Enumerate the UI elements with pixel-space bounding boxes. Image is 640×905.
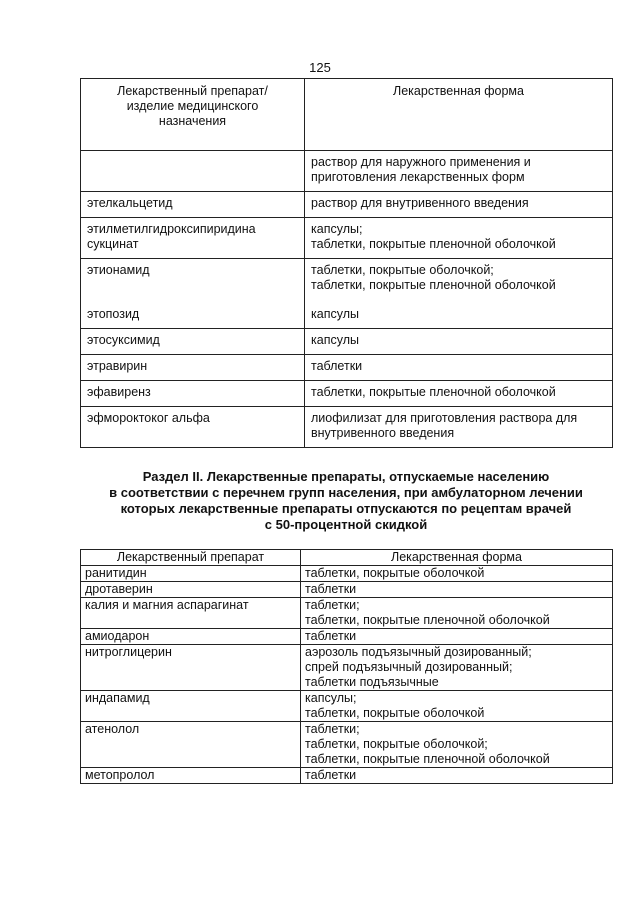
drug-table-2 bbox=[80, 549, 613, 784]
table-header-row bbox=[81, 550, 613, 566]
header-drug: Лекарственный препарат bbox=[81, 550, 301, 566]
form-cell: таблетки bbox=[301, 768, 613, 784]
header-form: Лекарственная форма bbox=[301, 550, 613, 566]
table-row bbox=[81, 329, 613, 355]
section-heading: Раздел II. Лекарственные препараты, отпускаемые населению в соответствии с перечнем групп населения, при амбулаторном лечении которых лекарственные препараты отпускаются по рецептам врачей с 50-процентной скидкой bbox=[109, 469, 583, 532]
form-cell: таблетки, покрытые оболочкой; таблетки, покрытые пленочной оболочкой капсулы bbox=[305, 259, 613, 329]
drug-cell: этосуксимид bbox=[81, 329, 305, 355]
table-row bbox=[81, 691, 613, 722]
table-row bbox=[81, 259, 613, 329]
drug-cell bbox=[81, 151, 305, 192]
header-drug: Лекарственный препарат/ изделие медицинского назначения bbox=[81, 79, 305, 151]
table-row bbox=[81, 598, 613, 629]
drug-cell: этилметилгидроксипиридина сукцинат bbox=[81, 218, 305, 259]
table-row bbox=[81, 629, 613, 645]
drug-cell: индапамид bbox=[81, 691, 301, 722]
form-cell: капсулы bbox=[305, 329, 613, 355]
form-cell: таблетки bbox=[301, 629, 613, 645]
form-cell: капсулы; таблетки, покрытые пленочной оболочкой bbox=[305, 218, 613, 259]
table-row bbox=[81, 566, 613, 582]
drug-cell: атенолол bbox=[81, 722, 301, 768]
drug-cell: эфмороктоког альфа bbox=[81, 407, 305, 448]
drug-table-1 bbox=[80, 78, 613, 448]
drug-cell: дротаверин bbox=[81, 582, 301, 598]
drug-cell: этионамид этопозид bbox=[81, 259, 305, 329]
drug-cell: нитроглицерин bbox=[81, 645, 301, 691]
form-cell: аэрозоль подъязычный дозированный; спрей подъязычный дозированный; таблетки подъязычные bbox=[301, 645, 613, 691]
drug-cell: ранитидин bbox=[81, 566, 301, 582]
drug-cell: амиодарон bbox=[81, 629, 301, 645]
table-row bbox=[81, 355, 613, 381]
page-number: 125 bbox=[309, 60, 331, 75]
table-row bbox=[81, 407, 613, 448]
drug-cell: этелкальцетид bbox=[81, 192, 305, 218]
table-row bbox=[81, 192, 613, 218]
table-row bbox=[81, 381, 613, 407]
drug-cell: калия и магния аспарагинат bbox=[81, 598, 301, 629]
table-row bbox=[81, 582, 613, 598]
form-cell: таблетки; таблетки, покрытые оболочкой; таблетки, покрытые пленочной оболочкой bbox=[301, 722, 613, 768]
header-form: Лекарственная форма bbox=[305, 79, 613, 151]
form-cell: таблетки bbox=[305, 355, 613, 381]
table-row bbox=[81, 151, 613, 192]
form-cell: капсулы; таблетки, покрытые оболочкой bbox=[301, 691, 613, 722]
drug-cell: метопролол bbox=[81, 768, 301, 784]
drug-cell: этравирин bbox=[81, 355, 305, 381]
drug-cell: эфавиренз bbox=[81, 381, 305, 407]
form-cell: лиофилизат для приготовления раствора для внутривенного введения bbox=[305, 407, 613, 448]
form-cell: таблетки; таблетки, покрытые пленочной оболочкой bbox=[301, 598, 613, 629]
table-row bbox=[81, 768, 613, 784]
form-cell: таблетки, покрытые оболочкой bbox=[301, 566, 613, 582]
table-row bbox=[81, 722, 613, 768]
form-cell: таблетки bbox=[301, 582, 613, 598]
form-cell: таблетки, покрытые пленочной оболочкой bbox=[305, 381, 613, 407]
table-row bbox=[81, 218, 613, 259]
table-header-row bbox=[81, 79, 613, 151]
form-cell: раствор для наружного применения и приготовления лекарственных форм bbox=[305, 151, 613, 192]
table-row bbox=[81, 645, 613, 691]
form-cell: раствор для внутривенного введения bbox=[305, 192, 613, 218]
